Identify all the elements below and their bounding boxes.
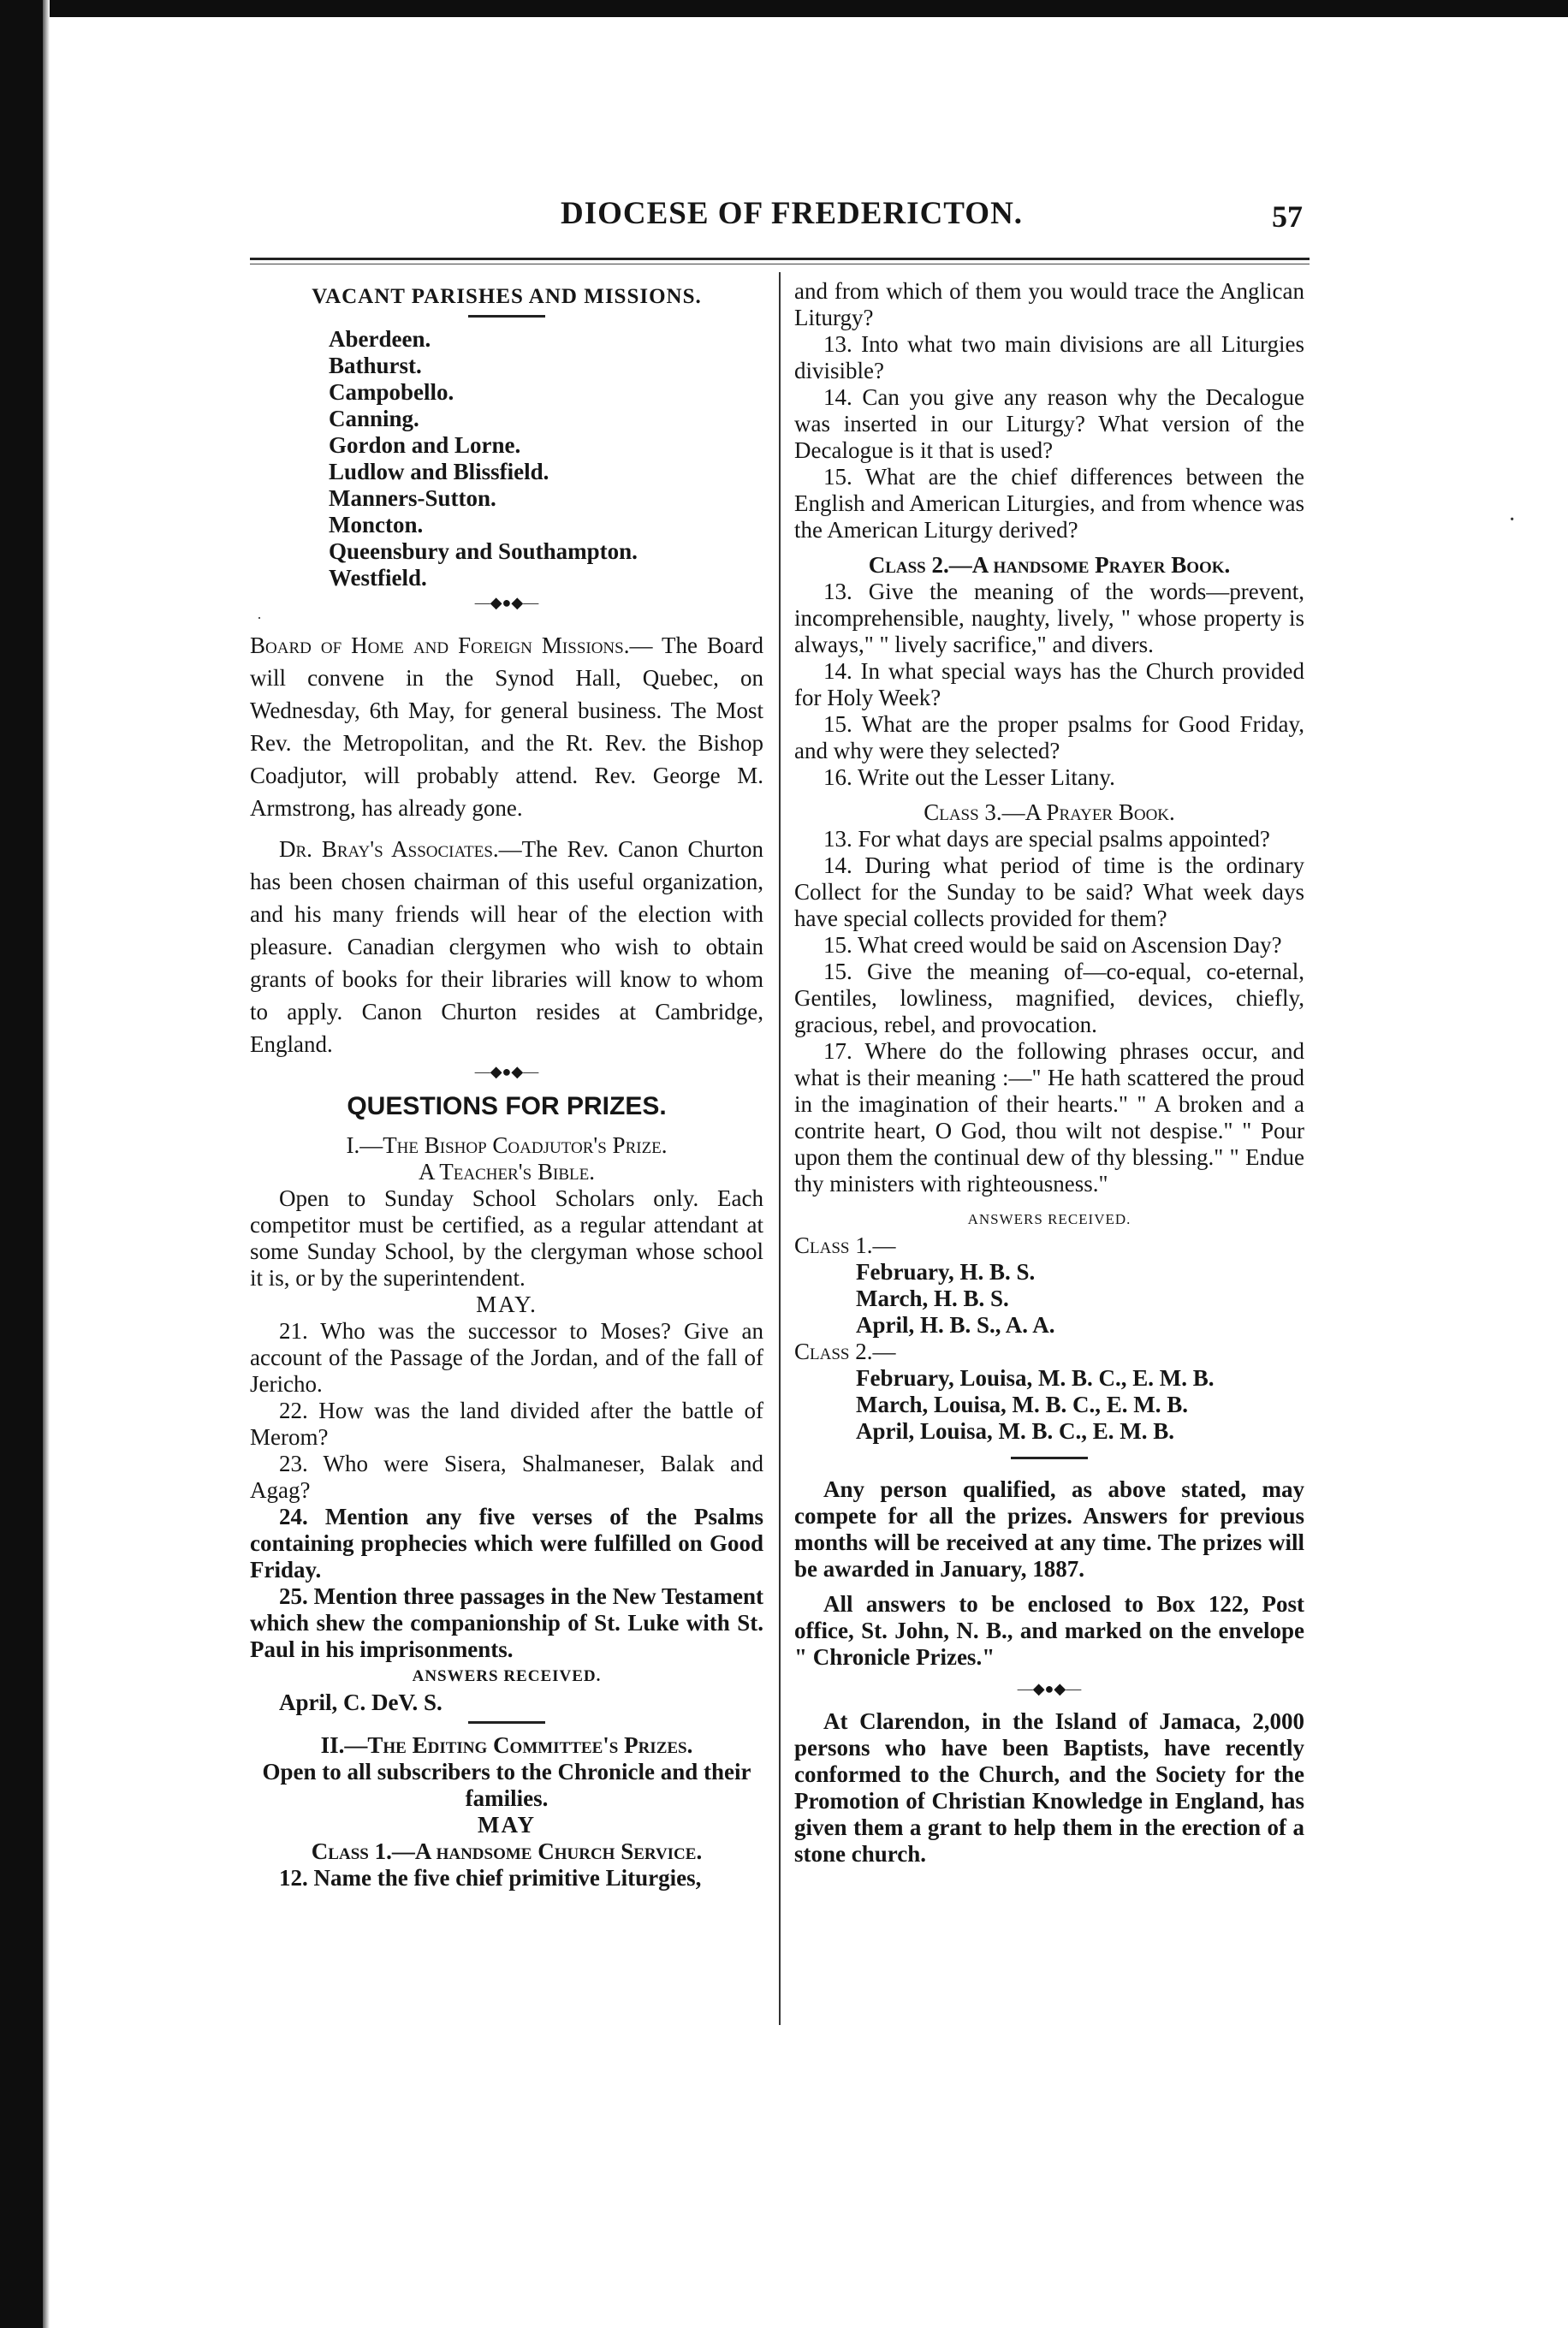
ornament-divider: —◆●◆—	[474, 1063, 539, 1080]
class3-question-14: 14. During what period of time is the ordinary Collect for the Sunday to be said? What week days have special collects provided for them?	[794, 852, 1304, 931]
question-23: 23. Who were Sisera, Shalmaneser, Balak and Agag?	[250, 1451, 763, 1503]
bray-heading: Dr. Bray's Associates.	[279, 836, 499, 862]
question-12-continued: and from which of them you would trace the Anglican Liturgy?	[794, 278, 1304, 330]
board-heading: Board of Home and Foreign Missions.—	[250, 632, 653, 658]
class1-answer: February, H. B. S.	[856, 1259, 1036, 1285]
vacant-heading: VACANT PARISHES AND MISSIONS.	[312, 285, 702, 308]
board-paragraph	[250, 629, 763, 824]
vacant-item: Westfield.	[329, 565, 427, 591]
class2-label: Class 2.—	[794, 1339, 896, 1364]
class3-heading: Class 3.—A Prayer Book.	[924, 799, 1175, 825]
class3-question-15b: 15. Give the meaning of—co-equal, co-eternal, Gentiles, lowliness, magnified, devices, chiefly, gracious, rebel, and provocation.	[794, 959, 1304, 1037]
ornament-divider: —◆●◆—	[1017, 1680, 1082, 1697]
class3-question-13: 13. For what days are special psalms appointed?	[823, 826, 1270, 852]
answers-heading: ANSWERS RECEIVED.	[412, 1667, 602, 1685]
class1-label: Class 1.—	[794, 1232, 896, 1258]
vacant-item: Queensbury and Southampton.	[329, 538, 638, 564]
questions-title: QUESTIONS FOR PRIZES.	[347, 1092, 667, 1120]
scan-top-edge	[0, 0, 1568, 17]
vacant-item: Campobello.	[329, 379, 454, 405]
vacant-item: Moncton.	[329, 512, 424, 537]
class1-answer: March, H. B. S.	[856, 1286, 1009, 1311]
question-24: 24. Mention any five verses of the Psalms containing prophecies which were fulfilled on Good Friday.	[250, 1504, 763, 1583]
question-22: 22. How was the land divided after the battle of Merom?	[250, 1398, 763, 1450]
vacant-item: Manners-Sutton.	[329, 485, 496, 511]
class1-question-15: 15. What are the chief differences between the English and American Liturgies, and from whence was the American Liturgy derived?	[794, 464, 1304, 543]
column-divider	[779, 272, 781, 2025]
class2-answer: March, Louisa, M. B. C., E. M. B.	[856, 1392, 1189, 1417]
section-rule	[468, 1721, 545, 1724]
prize2-heading: II.—The Editing Committee's Prizes.	[320, 1732, 693, 1758]
jamaica-paragraph: At Clarendon, in the Island of Jamaca, 2,000 persons who have been Baptists, have recently conformed to the Church, and the Society for the Promotion of Christian Knowledge in England, has given them a grant to help them in the erection of a stone church.	[794, 1708, 1304, 1867]
question-12: 12. Name the five chief primitive Liturgies,	[279, 1865, 702, 1891]
notice-eligibility: Any person qualified, as above stated, may compete for all the prizes. Answers for previous months will be received at any time. The prizes will be awarded in January, 1887.	[794, 1476, 1304, 1582]
stray-mark: ·	[257, 609, 262, 627]
section-rule	[468, 315, 545, 318]
answers-april: April, C. DeV. S.	[279, 1690, 442, 1715]
class1-answer: April, H. B. S., A. A.	[856, 1312, 1055, 1338]
class3-question-15: 15. What creed would be said on Ascension Day?	[823, 932, 1282, 958]
prize1-subheading: A Teacher's Bible.	[419, 1159, 595, 1185]
answers-heading: ANSWERS RECEIVED.	[967, 1211, 1131, 1227]
notice-address: All answers to be enclosed to Box 122, Post office, St. John, N. B., and marked on the envelope " Chronicle Prizes."	[794, 1591, 1304, 1670]
class1-question-13: 13. Into what two main divisions are all Liturgies divisible?	[794, 331, 1304, 383]
class2-answer: February, Louisa, M. B. C., E. M. B.	[856, 1365, 1215, 1391]
month-heading: MAY.	[476, 1292, 538, 1317]
class2-heading: Class 2.—A handsome Prayer Book.	[868, 552, 1231, 578]
header-rule	[250, 258, 1310, 260]
class2-question-13: 13. Give the meaning of the words—prevent, incomprehensible, naughty, lively, " whose property is always," " lively sacrifice," and divers.	[794, 579, 1304, 657]
question-25: 25. Mention three passages in the New Testament which shew the companionship of St. Luke with St. Paul in his imprisonments.	[250, 1583, 763, 1662]
bray-paragraph	[250, 833, 763, 1060]
prize2-intro: Open to all subscribers to the Chronicle and their families.	[262, 1759, 751, 1811]
vacant-item: Ludlow and Blissfield.	[329, 459, 549, 484]
class2-answer: April, Louisa, M. B. C., E. M. B.	[856, 1418, 1175, 1444]
bray-body: —The Rev. Canon Churton has been chosen chairman of this useful organization, and his many friends will hear of the election with pleasure. Canadian clergymen who wish to obtain grants of books for their libraries will know to whom to apply. Canon Churton resides at Cambridge, England.	[250, 836, 763, 1057]
class2-question-14: 14. In what special ways has the Church provided for Holy Week?	[794, 658, 1304, 710]
scan-edge-shadow	[43, 0, 50, 2328]
vacant-item: Bathurst.	[329, 353, 422, 378]
left-column	[250, 278, 763, 1892]
page-number: 57	[1272, 199, 1303, 234]
board-body: The Board will convene in the Synod Hall, Quebec, on Wednesday, 6th May, for general business. The Most Rev. the Metropolitan, and the Rt. Rev. the Bishop Coadjutor, will probably attend. Rev. George M. Armstrong, has already gone.	[250, 632, 763, 821]
scan-left-edge	[0, 0, 43, 2328]
vacant-list	[329, 326, 763, 591]
class3-question-17: 17. Where do the following phrases occur, and what is their meaning :—" He hath scattered the proud in the imagination of their hearts." " A broken and a contrite heart, O God, thou wilt not despise." " Pour upon them the continual dew of thy blessing." " Endue thy ministers with righteousness."	[794, 1038, 1304, 1197]
running-head: DIOCESE OF FREDERICTON.	[561, 196, 1024, 231]
vacant-item: Canning.	[329, 406, 419, 431]
ornament-divider: —◆●◆—	[474, 594, 539, 611]
prize1-intro: Open to Sunday School Scholars only. Each competitor must be certified, as a regular attendant at some Sunday School, by the clergyman whose school it is, or by the superintendent.	[250, 1185, 763, 1291]
vacant-item: Gordon and Lorne.	[329, 432, 521, 458]
vacant-item: Aberdeen.	[329, 326, 431, 352]
class1-heading: Class 1.—A handsome Church Service.	[311, 1838, 703, 1864]
section-rule	[1011, 1457, 1088, 1459]
month-heading: MAY	[477, 1812, 536, 1838]
class2-question-16: 16. Write out the Lesser Litany.	[823, 764, 1115, 790]
class2-question-15: 15. What are the proper psalms for Good Friday, and why were they selected?	[794, 711, 1304, 763]
question-21: 21. Who was the successor to Moses? Give an account of the Passage of the Jordan, and of the fall of Jericho.	[250, 1318, 763, 1397]
class1-question-14: 14. Can you give any reason why the Decalogue was inserted in our Liturgy? What version of the Decalogue is it that is used?	[794, 384, 1304, 463]
right-column	[794, 278, 1304, 1868]
prize1-heading: I.—The Bishop Coadjutor's Prize.	[346, 1132, 668, 1158]
stray-mark: ·	[1508, 507, 1517, 533]
